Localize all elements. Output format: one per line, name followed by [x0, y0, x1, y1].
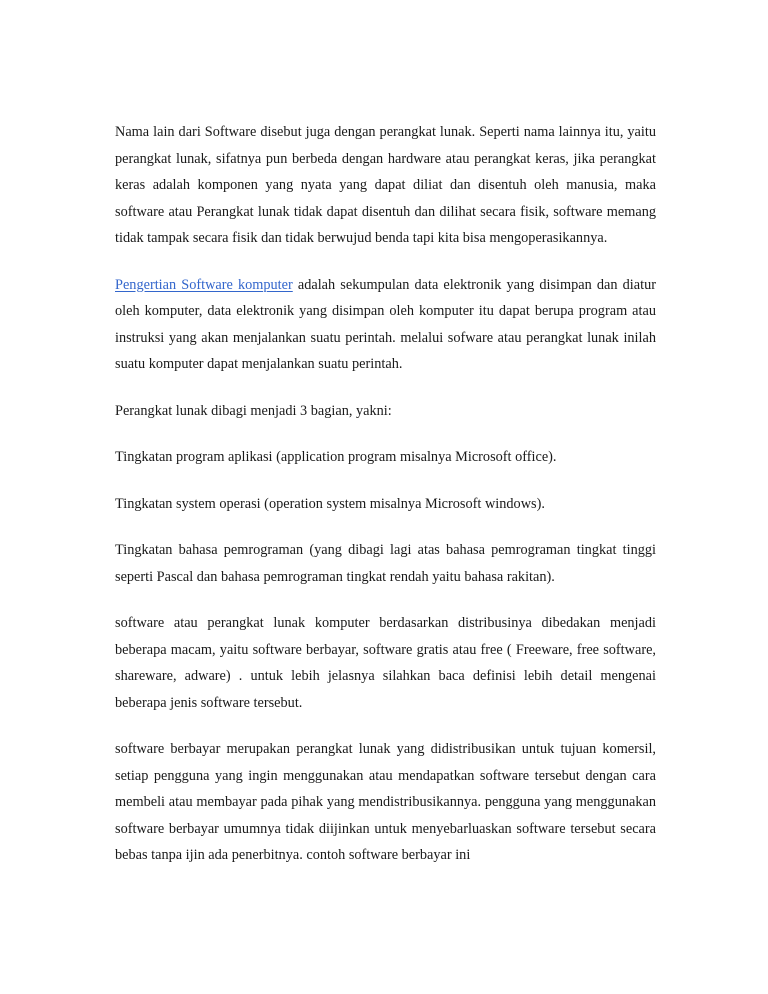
paragraph-software-meaning-text: adalah sekumpulan data elektronik yang disimpan dan diatur oleh komputer, data elektronik yang disimpan oleh komputer itu dapat berupa program atau instruksi yang akan menjalankan suatu perintah. melalui sofware atau perangkat lunak inilah suatu komputer dapat menjalankan suatu perintah.: [115, 276, 656, 372]
paragraph-paid-software: software berbayar merupakan perangkat lunak yang didistribusikan untuk tujuan komersil, setiap pengguna yang ingin menggunakan atau mendapatkan software tersebut dengan cara membeli atau membayar pada pihak yang mendistribusikannya. pengguna yang menggunakan software berbayar umumnya tidak diijinkan untuk menyebarluaskan software tersebut secara bebas tanpa ijin ada penerbitnya. contoh software berbayar ini: [115, 741, 656, 863]
software-definition-link[interactable]: Pengertian Software komputer: [115, 276, 293, 293]
paragraph-programming-level: Tingkatan bahasa pemrograman (yang dibagi lagi atas bahasa pemrograman tingkat tinggi seperti Pascal dan bahasa pemrograman tingkat rendah yaitu bahasa rakitan).: [115, 542, 656, 585]
paragraph-application-level: Tingkatan program aplikasi (application program misalnya Microsoft office).: [115, 449, 557, 465]
paragraph-distribution: software atau perangkat lunak komputer berdasarkan distribusinya dibedakan menjadi beberapa macam, yaitu software berbayar, software gratis atau free ( Freeware, free software, shareware, adware) . untuk lebih jelasnya silahkan baca definisi lebih detail mengenai beberapa jenis software tersebut.: [115, 615, 656, 711]
paragraph-definition: Nama lain dari Software disebut juga dengan perangkat lunak. Seperti nama lainnya itu, yaitu perangkat lunak, sifatnya pun berbeda dengan hardware atau perangkat keras, jika perangkat keras adalah komponen yang nyata yang dapat diliat dan disentuh oleh manusia, maka software atau Perangkat lunak tidak dapat disentuh dan dilihat secara fisik, software memang tidak tampak secara fisik dan tidak berwujud benda tapi kita bisa mengoperasikannya.: [115, 124, 656, 246]
document-page: [115, 119, 656, 889]
paragraph-categories-intro: Perangkat lunak dibagi menjadi 3 bagian, yakni:: [115, 402, 392, 419]
paragraph-os-level: Tingkatan system operasi (operation system misalnya Microsoft windows).: [115, 495, 545, 512]
paragraph-software-meaning: [115, 272, 656, 378]
